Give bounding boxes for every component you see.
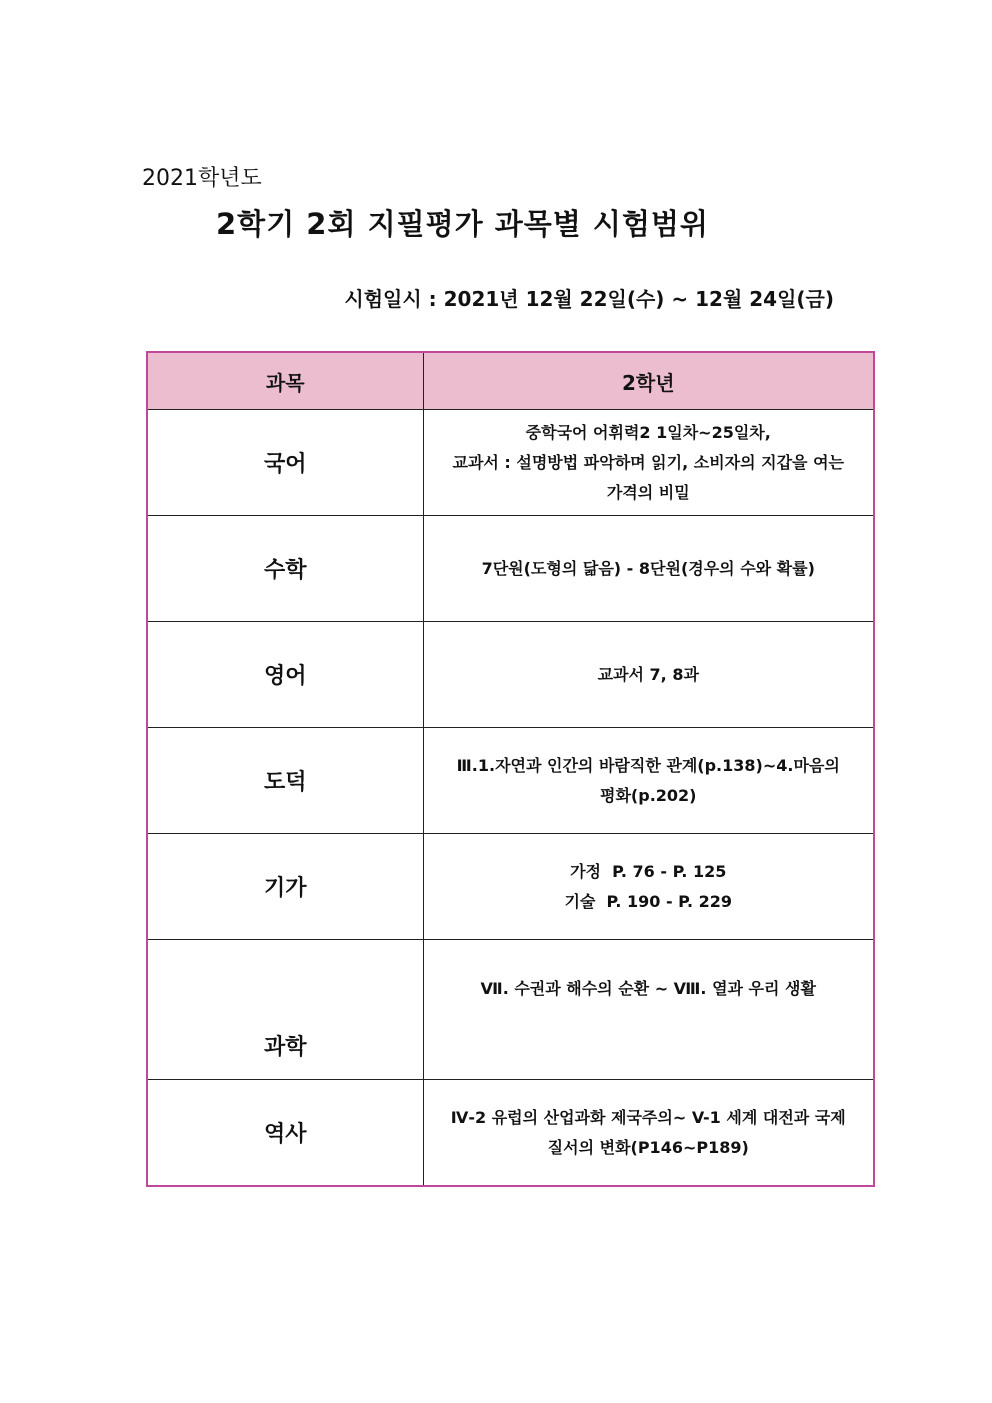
table-row <box>147 516 874 622</box>
table-row <box>147 1080 874 1187</box>
table-row <box>147 622 874 728</box>
scope-cell <box>423 940 874 1080</box>
scope-line: 교과서 : 설명방법 파악하며 읽기, 소비자의 지갑을 여는 <box>452 452 844 472</box>
exam-date: 시험일시 : 2021년 12월 22일(수) ~ 12월 24일(금) <box>344 287 834 311</box>
scope-line: 가격의 비밀 <box>606 482 690 502</box>
scope-cell <box>423 410 874 516</box>
table-row <box>147 728 874 834</box>
subject-cell: 도덕 <box>147 728 423 834</box>
scope-cell <box>423 728 874 834</box>
table-row <box>147 834 874 940</box>
scope-cell <box>423 1080 874 1187</box>
subject-cell: 역사 <box>147 1080 423 1187</box>
subject-cell: 영어 <box>147 622 423 728</box>
scope-cell <box>423 622 874 728</box>
scope-line: 교과서 7, 8과 <box>597 664 699 684</box>
scope-line: Ⅶ. 수권과 해수의 순환 ~ Ⅷ. 열과 우리 생활 <box>480 979 816 998</box>
scope-line: 평화(p.202) <box>600 785 697 805</box>
table-row <box>147 940 874 1080</box>
exam-range-table <box>146 351 875 1187</box>
scope-line: Ⅲ.1.자연과 인간의 바람직한 관계(p.138)~4.마음의 <box>456 755 840 775</box>
subject-cell: 국어 <box>147 410 423 516</box>
column-header-subject: 과목 <box>147 352 423 410</box>
scope-line: 질서의 변화(P146~P189) <box>547 1137 749 1157</box>
table-row <box>147 410 874 516</box>
school-year: 2021학년도 <box>142 166 262 191</box>
scope-line: 중학국어 어휘력2 1일차~25일차, <box>525 422 771 442</box>
scope-cell <box>423 834 874 940</box>
scope-line: 기술 P. 190 - P. 229 <box>564 891 732 911</box>
document-title: 2학기 2회 지필평가 과목별 시험범위 <box>216 207 709 241</box>
subject-cell: 기가 <box>147 834 423 940</box>
scope-line: Ⅳ-2 유럽의 산업과화 제국주의~ V-1 세계 대전과 국제 <box>450 1107 846 1127</box>
scope-cell <box>423 516 874 622</box>
subject-cell: 수학 <box>147 516 423 622</box>
table-header-row <box>147 352 874 410</box>
subject-cell: 과학 <box>147 940 423 1080</box>
scope-line: 가정 P. 76 - P. 125 <box>570 861 727 881</box>
scope-line: 7단원(도형의 닮음) - 8단원(경우의 수와 확률) <box>481 558 815 578</box>
column-header-grade: 2학년 <box>423 352 874 410</box>
